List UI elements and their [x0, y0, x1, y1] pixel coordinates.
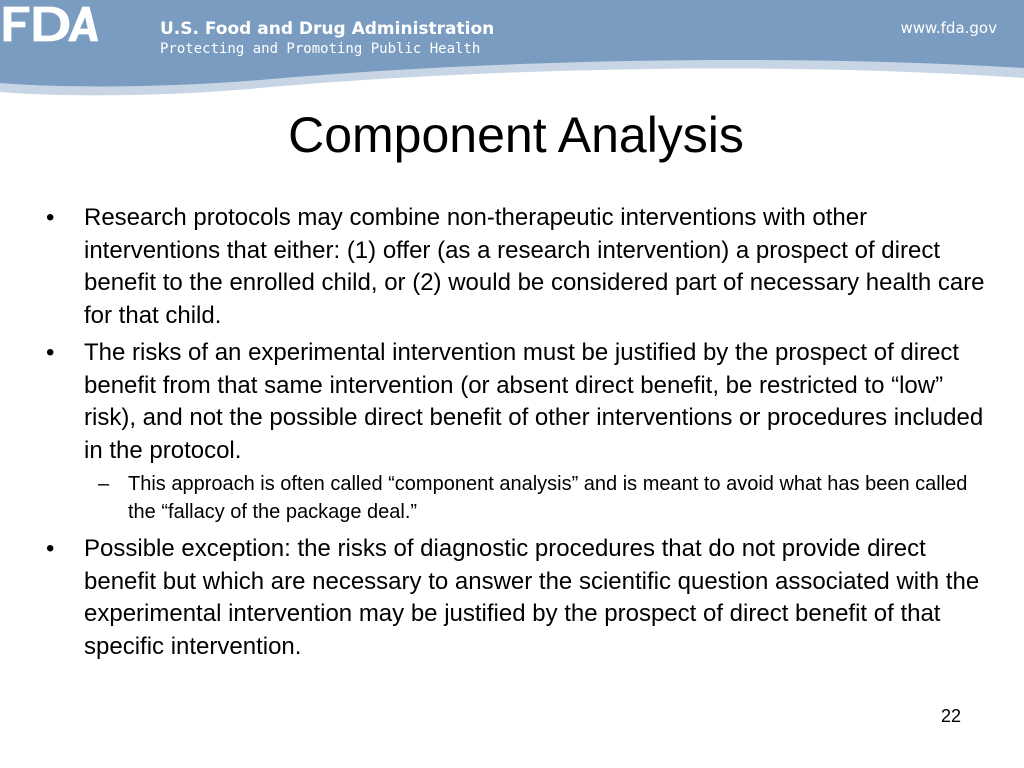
bullet-marker: •: [46, 339, 55, 366]
slide-content: [46, 202, 986, 668]
bullet-text: The risks of an experimental intervention must be justified by the prospect of direct benefit from that same intervention (or absent direct benefit, be restricted to “low” risk), and not the possible direct benefit of other interventions or procedures included in the protocol.: [84, 339, 984, 464]
bullet-marker: •: [46, 204, 55, 231]
slide-title: Component Analysis: [288, 107, 744, 163]
banner-background: [0, 0, 1024, 100]
bullet-item: [46, 202, 986, 332]
header-banner: [0, 0, 1024, 100]
bullet-item: [46, 337, 986, 467]
page-number: 22: [940, 706, 961, 726]
bullet-marker: •: [46, 535, 55, 562]
site-url: www.fda.gov: [900, 19, 997, 37]
bullet-text: Research protocols may combine non-therapeutic interventions with other interventions that either: (1) offer (as a research intervention) a prospect of direct benefit to the enrolled child, or (2) would be considered part of necessary health care for that child.: [84, 204, 985, 329]
sub-bullet-text: This approach is often called “component analysis” and is meant to avoid what has been called the “fallacy of the package deal.”: [128, 473, 968, 523]
fda-logo: [0, 0, 100, 48]
sub-bullet-item: [46, 470, 986, 526]
bullet-item: [46, 533, 986, 663]
agency-name: U.S. Food and Drug Administration: [160, 19, 495, 39]
banner-band: [0, 0, 1024, 86]
sub-bullet-marker: –: [98, 473, 110, 495]
agency-tagline: Protecting and Promoting Public Health: [160, 41, 481, 57]
bullet-text: Possible exception: the risks of diagnostic procedures that do not provide direct benefit but which are necessary to answer the scientific question associated with the experimental intervention may be justified by the prospect of direct benefit of that specific intervention.: [84, 535, 980, 660]
